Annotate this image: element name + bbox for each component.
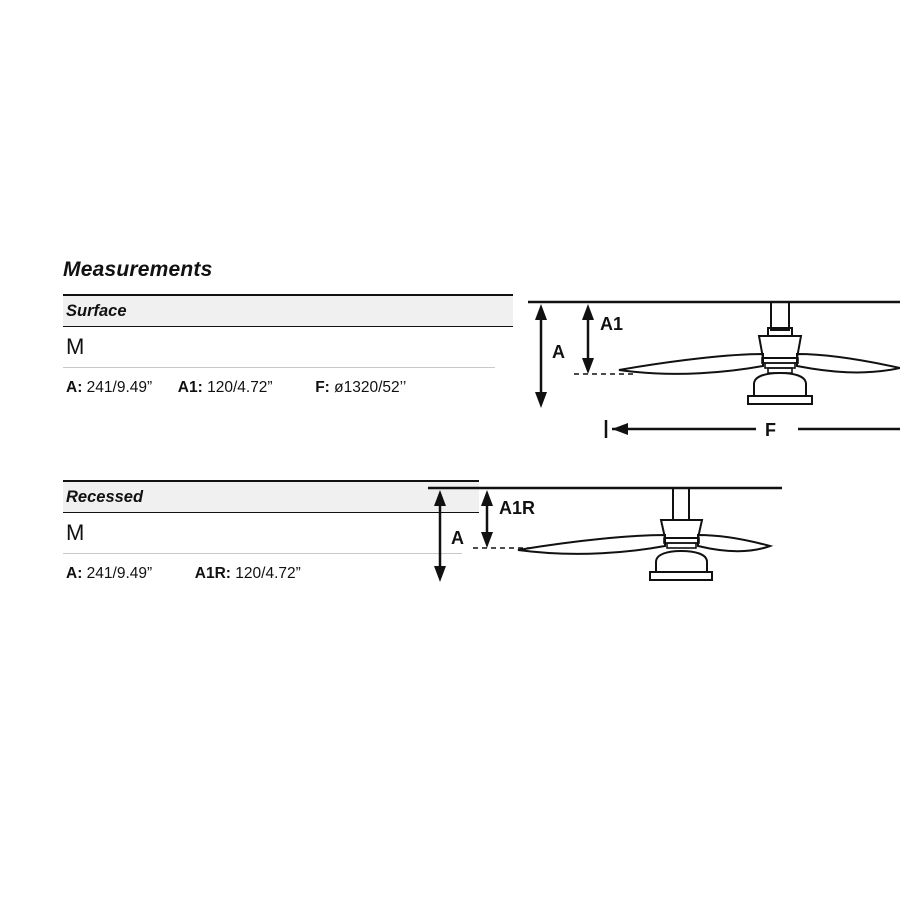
dimension-arrow-a1r: [481, 490, 493, 548]
band-label-surface: Surface: [66, 301, 127, 320]
dim-value-a1r: 120/4.72”: [235, 565, 301, 582]
dim-key-a: A:: [66, 379, 83, 396]
diagram-label-f: F: [765, 420, 776, 440]
dimension-arrow-f: [606, 420, 900, 438]
model-label-surface: M: [66, 334, 85, 359]
dimensions-row-recessed: [63, 565, 479, 583]
diagram-label-a1r: A1R: [499, 498, 536, 518]
diagram-recessed: [418, 480, 788, 600]
page-title: Measurements: [63, 258, 213, 281]
dimension-arrow-a-recessed: [434, 490, 446, 582]
measurement-block-surface: [63, 294, 513, 397]
measurement-block-recessed: [63, 480, 479, 583]
dimension-arrow-a1: [582, 304, 594, 374]
band-surface: [63, 296, 513, 326]
diagram-label-a1: A1: [600, 314, 624, 334]
dim-key-a1r: A1R:: [194, 565, 231, 582]
ceiling-fan-illustration: [619, 302, 900, 404]
dim-key-a1: A1:: [177, 379, 203, 396]
divider-under-model: [63, 367, 495, 368]
dimensions-row-surface: [63, 379, 513, 397]
diagram-label-a-recessed: A: [451, 528, 464, 548]
dim-value-f: ø1320/52’’: [334, 379, 407, 396]
divider-under-model-recessed: [63, 553, 462, 554]
model-row-recessed: [63, 513, 479, 553]
diagram-surface: [516, 292, 900, 448]
diagram-label-a: A: [552, 342, 565, 362]
dim-value-a-recessed: 241/9.49”: [86, 565, 153, 582]
dim-key-f: F:: [315, 379, 330, 396]
dimension-arrow-a: [535, 304, 547, 408]
band-recessed: [63, 482, 479, 512]
dim-value-a: 241/9.49”: [86, 379, 153, 396]
band-label-recessed: Recessed: [66, 487, 144, 506]
dim-key-a-recessed: A:: [66, 565, 83, 582]
dim-value-a1: 120/4.72”: [207, 379, 273, 396]
ceiling-fan-illustration-recessed: [518, 488, 770, 580]
model-label-recessed: M: [66, 520, 85, 545]
model-row-surface: [63, 327, 513, 367]
